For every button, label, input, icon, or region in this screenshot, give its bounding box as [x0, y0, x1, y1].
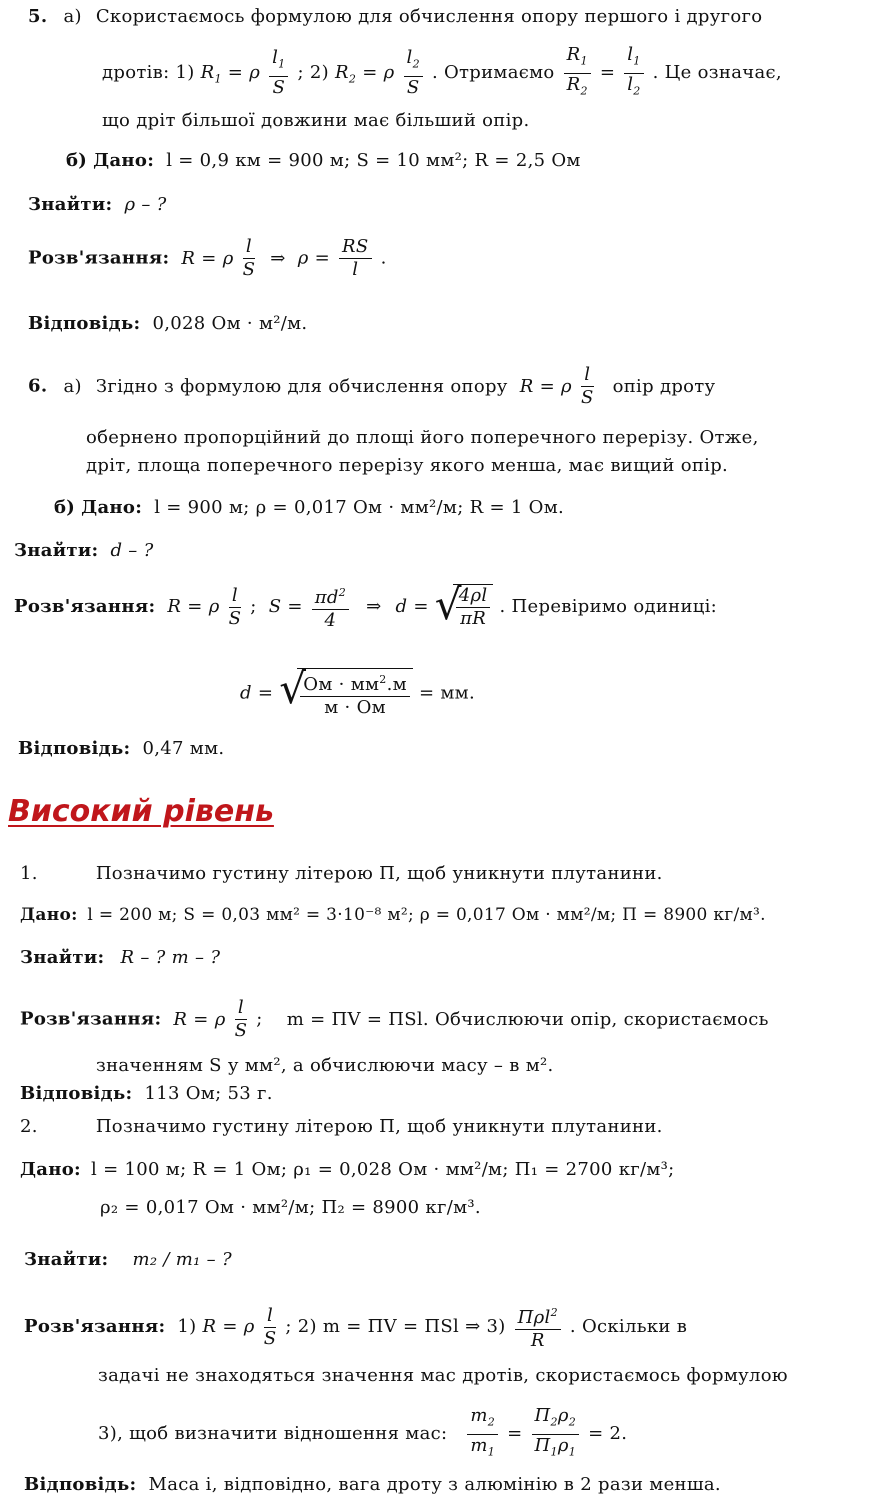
- h1-number: 1.: [20, 863, 38, 884]
- fraction-l-s-h1: $\frac{l}{S}$: [234, 997, 248, 1041]
- p6-units-line: d = √ Ом · $мм^2.м$ м · Ом = мм.: [240, 664, 475, 718]
- fraction-l2-s: $\frac{l_2}{S}$: [404, 47, 423, 99]
- fraction-l1-l2: $\frac{l_1}{l_2}$: [624, 44, 643, 102]
- p5-a-label: а): [63, 6, 82, 27]
- h2-solve-label: Розв'язання:: [24, 1316, 166, 1337]
- p6-number: 6.: [28, 375, 48, 397]
- p6-a-text2: обернено пропорційний до площі його поперечного перерізу. Отже,: [86, 427, 759, 448]
- p6-a-line2: [86, 427, 759, 449]
- sqrt-units: √ Ом · $мм^2.м$ м · Ом: [279, 668, 413, 719]
- p6-solve-line: Розв'язання: R = ρ $\frac{l}{S}$ ; S = $\frac{\pi d^2}{4}$ ⇒ d = √ $\frac{4\rho l}{\pi R}$ . Перевіримо одиниці:: [14, 580, 718, 631]
- p5-find-line: [28, 194, 167, 216]
- p6-find-value: d – ?: [110, 540, 154, 561]
- h2-solve-c: . Оскільки в: [569, 1316, 688, 1337]
- p5-a-line1: [28, 6, 762, 28]
- p5-number: 5.: [28, 6, 48, 27]
- h2-solve-b: ; 2) m = ПV = ПSl ⇒ 3): [285, 1316, 506, 1337]
- h2-data-line2: [100, 1197, 481, 1219]
- p5-find-label: Знайти:: [28, 194, 113, 215]
- fraction-r1-r2: $\frac{R_1}{R_2}$: [564, 44, 591, 102]
- h1-solve-line2: [96, 1055, 554, 1077]
- fraction-rs-l: $\frac{RS}{l}$: [339, 236, 371, 281]
- h2-answer-value: Маса і, відповідно, вага дроту з алюмінію в 2 рази менша.: [148, 1474, 721, 1495]
- p5-answer-value: 0,028 Ом · м²/м.: [152, 313, 308, 334]
- h1-answer-value: 113 Ом; 53 г.: [144, 1083, 273, 1104]
- p6-check-text: . Перевіримо одиниці:: [499, 596, 718, 617]
- p5-solve-label: Розв'язання:: [28, 247, 170, 269]
- p6-a-line1: 6. а) Згідно з формулою для обчислення опору R = ρ $\frac{l}{S}$ опір дроту: [28, 364, 716, 408]
- h2-solve-a: 1): [177, 1316, 197, 1337]
- h2-find-value: m₂ / m₁ – ?: [132, 1249, 232, 1270]
- h1-find-line: [20, 947, 220, 969]
- h2-given-label: Дано:: [20, 1159, 81, 1180]
- formula-r1: $R_1 = \rho$: [200, 62, 261, 86]
- fraction-l-s: $\frac{l}{S}$: [242, 236, 256, 280]
- p6-answer-line: [18, 738, 224, 760]
- fraction-l-s-h2: $\frac{l}{S}$: [263, 1304, 277, 1349]
- p5-answer-line: [28, 313, 307, 335]
- p5-a-line2: дротів: 1) $R_1 = \rho$ $\frac{l_1}{S}$ ; 2) $R_2 = \rho$ $\frac{l_2}{S}$ . Отримаємо $\frac{R_1}{R_2}$ = $\frac{l_1}{l_2}$ . Це означає,: [102, 44, 782, 102]
- p6-answer-value: 0,47 мм.: [142, 738, 225, 759]
- h2-find-line: [24, 1249, 232, 1271]
- p6-a-line3: [86, 455, 728, 477]
- h1-answer-label: Відповідь:: [20, 1083, 133, 1104]
- h1-intro-line: [20, 863, 663, 885]
- h1-solve-line: Розв'язання: R = ρ $\frac{l}{S}$ ; m = ПV = ПSl. Обчислюючи опір, скористаємось: [20, 997, 769, 1041]
- fraction-p2rho2-p1rho1: $П_2\rho_2$ $П_1\rho_1$: [532, 1405, 580, 1463]
- h2-solve-end: = 2.: [588, 1423, 628, 1445]
- h1-data-line: [20, 904, 766, 926]
- p6-given-label: Дано:: [81, 497, 143, 518]
- h1-answer-line: [20, 1083, 273, 1105]
- p6-find-line: [14, 540, 154, 562]
- fraction-l-s-p6b: $\frac{l}{S}$: [228, 584, 242, 629]
- h2-data2: ρ₂ = 0,017 Ом · мм²/м; П₂ = 8900 кг/м³.: [100, 1197, 481, 1218]
- p5-b-line: [66, 150, 581, 172]
- h2-solve-line2: [98, 1365, 788, 1387]
- p5-find-value: ρ – ?: [124, 194, 167, 215]
- h2-solve-line: Розв'язання: 1) R = ρ $\frac{l}{S}$ ; 2) m = ПV = ПSl ⇒ 3) Пρl$^2$ R . Оскільки в: [24, 1302, 687, 1352]
- h2-intro-line: [20, 1116, 663, 1138]
- p5-b-label: б): [66, 150, 88, 171]
- p5-given-label: Дано:: [93, 150, 155, 171]
- h1-find-value: R – ? m – ?: [120, 947, 221, 968]
- h1-find-label: Знайти:: [20, 947, 105, 968]
- p5-a-text2b: ; 2): [297, 62, 329, 84]
- h1-given-label: Дано:: [20, 905, 78, 925]
- p5-a-text2d: . Це означає,: [652, 62, 782, 84]
- fraction-l-s-p6: $\frac{l}{S}$: [580, 364, 594, 408]
- p6-a-text1b: опір дроту: [612, 375, 716, 397]
- p6-b-line: [54, 497, 564, 519]
- h1-data: l = 200 м; S = 0,03 мм² = 3·10⁻⁸ м²; ρ = 0,017 Ом · мм²/м; П = 8900 кг/м³.: [87, 905, 766, 925]
- sqrt-4rho-l: √ $\frac{4\rho l}{\pi R}$: [435, 584, 494, 630]
- p6-a-text3: дріт, площа поперечного перерізу якого менша, має вищий опір.: [86, 455, 729, 476]
- fraction-pi-d2-4: $\frac{\pi d^2}{4}$: [312, 582, 349, 632]
- p5-b-data: l = 0,9 км = 900 м; S = 10 мм²; R = 2,5 Ом: [166, 150, 581, 171]
- p5-solve-line: Розв'язання: R = ρ $\frac{l}{S}$ ⇒ ρ = $\frac{RS}{l}$ .: [28, 236, 387, 280]
- fraction-m2-m1: $\frac{m_2}{m_1}$: [467, 1405, 498, 1463]
- h1-solve-text: m = ПV = ПSl. Обчислюючи опір, скористаємось: [286, 1008, 769, 1030]
- p6-a-label: а): [63, 375, 82, 397]
- h2-data-line1: [20, 1159, 675, 1181]
- h2-answer-line: [24, 1474, 721, 1496]
- fraction-mass: Пρl$^2$ R: [515, 1302, 561, 1352]
- h2-solve-text3: 3), щоб визначити відношення мас:: [98, 1423, 448, 1445]
- p5-answer-label: Відповідь:: [28, 313, 141, 334]
- h2-find-label: Знайти:: [24, 1249, 109, 1270]
- h1-solve-text2: значенням S у мм², а обчислюючи масу – в м².: [96, 1055, 554, 1076]
- h2-intro: Позначимо густину літерою П, щоб уникнути плутанини.: [95, 1116, 663, 1137]
- p5-a-text2c: . Отримаємо: [431, 62, 555, 84]
- section-heading: Високий рівень: [8, 794, 274, 829]
- h1-intro: Позначимо густину літерою П, щоб уникнути плутанини.: [95, 863, 663, 884]
- h2-answer-label: Відповідь:: [24, 1474, 137, 1495]
- p6-find-label: Знайти:: [14, 540, 99, 561]
- fraction-l1-s: $\frac{l_1}{S}$: [269, 47, 288, 99]
- p5-a-text3: що дріт більшої довжини має більший опір.: [102, 110, 530, 131]
- h2-data1: l = 100 м; R = 1 Ом; ρ₁ = 0,028 Ом · мм²/м; П₁ = 2700 кг/м³;: [91, 1159, 675, 1180]
- h2-solve-line3: 3), щоб визначити відношення мас: $\frac{m_2}{m_1}$ = $П_2\rho_2$ $П_1\rho_1$ = 2.: [98, 1405, 627, 1463]
- p6-b-data: l = 900 м; ρ = 0,017 Ом · мм²/м; R = 1 Ом.: [154, 497, 565, 518]
- h1-solve-label: Розв'язання:: [20, 1008, 162, 1030]
- formula-r2: $R_2 = \rho$: [335, 62, 395, 86]
- p5-a-text1: Скористаємось формулою для обчислення опору першого і другого: [95, 6, 763, 27]
- p6-solve-label: Розв'язання:: [14, 596, 156, 617]
- p6-b-label: б): [54, 497, 76, 518]
- h2-solve-text2: задачі не знаходяться значення мас дротів, скористаємось формулою: [98, 1365, 788, 1386]
- p5-a-text2: дротів: 1): [102, 62, 195, 84]
- h2-number: 2.: [20, 1116, 38, 1137]
- p6-a-text1: Згідно з формулою для обчислення опору: [95, 375, 508, 397]
- p6-answer-label: Відповідь:: [18, 738, 131, 759]
- p5-a-line3: [102, 110, 530, 132]
